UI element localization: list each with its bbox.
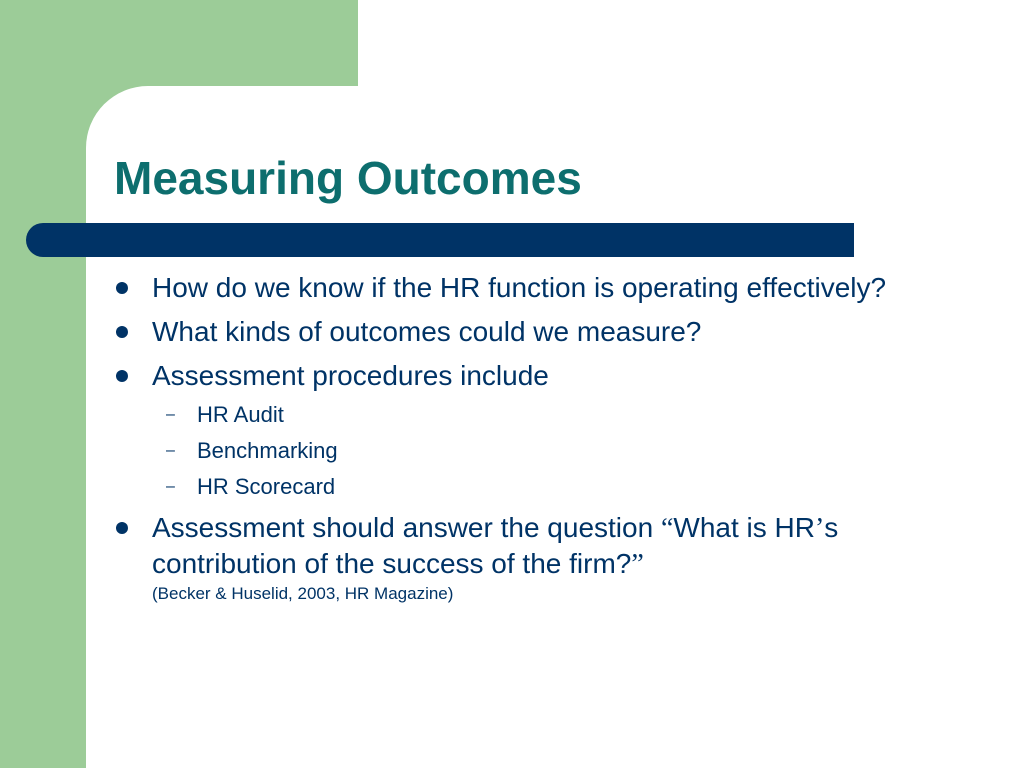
bullet-dot-icon <box>116 522 128 534</box>
bullet-text: How do we know if the HR function is operating effectively? <box>152 272 887 303</box>
dash-marker: – <box>166 478 175 495</box>
bullet-dot-icon <box>116 282 128 294</box>
close-quote: ” <box>631 549 644 580</box>
citation: (Becker & Huselid, 2003, HR Magazine) <box>152 584 454 603</box>
bullet-item-2 <box>110 314 930 349</box>
sub-item-benchmarking <box>110 437 930 465</box>
bullet-list <box>110 270 930 606</box>
white-top-right-area <box>358 0 1024 90</box>
apostrophe: ’ <box>814 513 825 544</box>
dash-marker: – <box>166 442 175 459</box>
sub-item-text: Benchmarking <box>197 438 338 463</box>
bullet-dot-icon <box>116 326 128 338</box>
bullet-item-4 <box>110 510 930 606</box>
bullet-text: Assessment procedures include <box>152 360 549 391</box>
sub-item-hr-scorecard <box>110 473 930 501</box>
slide-title: Measuring Outcomes <box>114 152 582 204</box>
open-quote: “ <box>660 513 674 544</box>
sub-item-hr-audit <box>110 401 930 429</box>
sub-item-text: HR Scorecard <box>197 474 336 499</box>
bullet-text: s contribution of the success of the firm? <box>152 512 839 579</box>
dash-marker: – <box>166 406 175 423</box>
bullet-item-3 <box>110 358 930 393</box>
title-underline-bar <box>26 223 854 257</box>
bullet-text: Assessment should answer the question <box>152 512 661 543</box>
bullet-text: What kinds of outcomes could we measure? <box>152 316 702 347</box>
bullet-dot-icon <box>116 370 128 382</box>
bullet-item-1 <box>110 270 930 305</box>
bullet-text: What is HR <box>673 512 815 543</box>
sub-item-text: HR Audit <box>197 402 284 427</box>
